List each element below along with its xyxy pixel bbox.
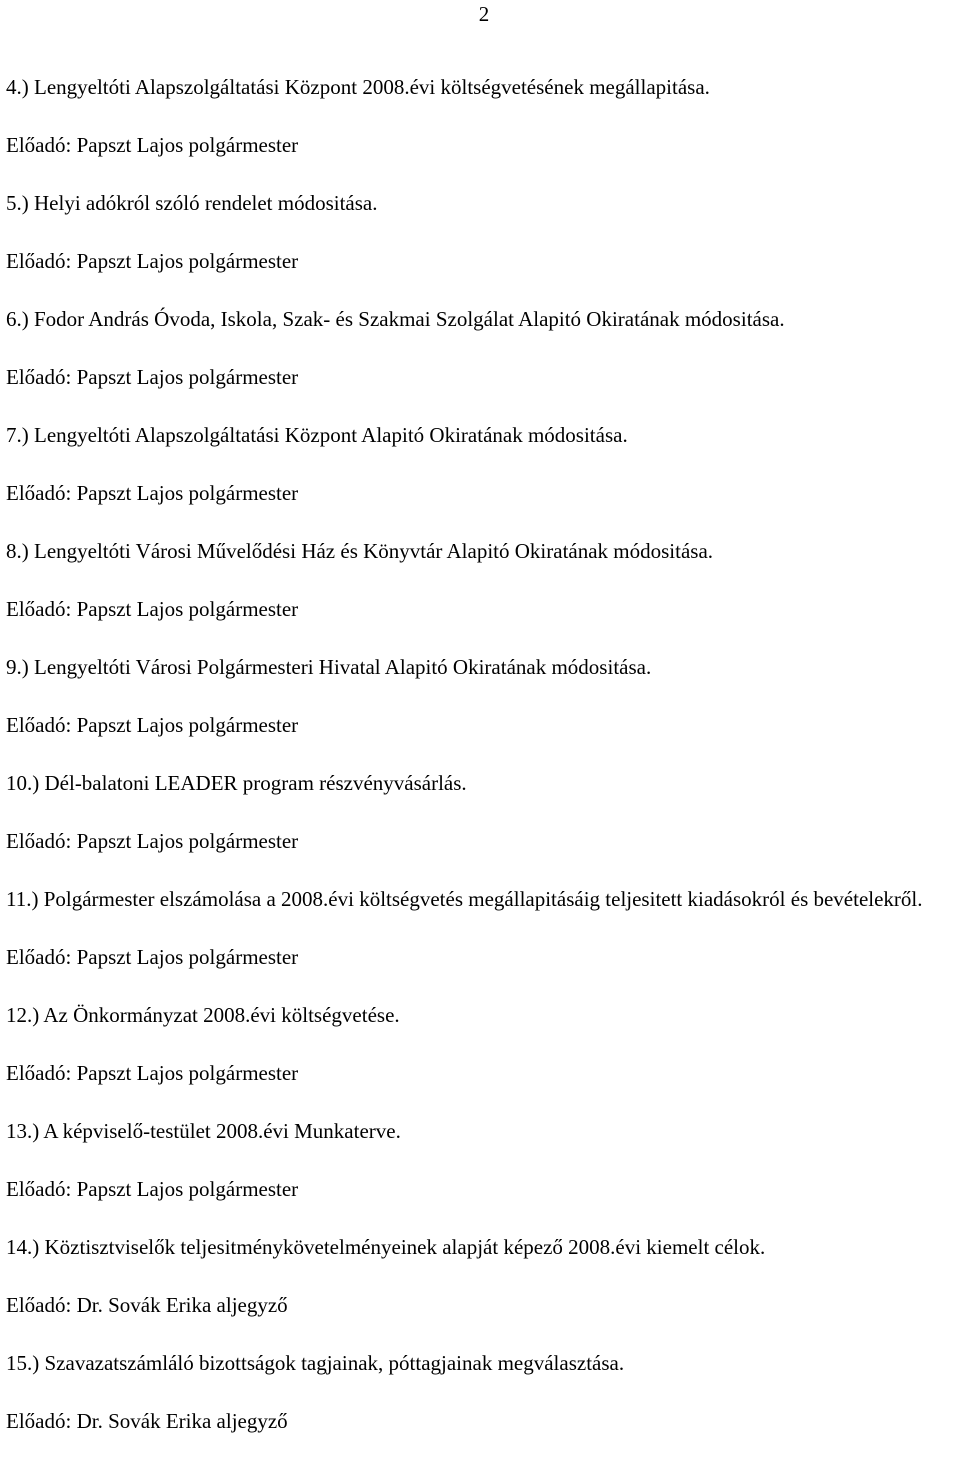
agenda-item-title: 13.) A képviselő-testület 2008.évi Munkaterve.: [6, 1119, 401, 1143]
agenda-item-presenter: Előadó: Papszt Lajos polgármester: [6, 713, 299, 737]
agenda-item-11: [6, 887, 958, 969]
agenda-item-presenter: Előadó: Papszt Lajos polgármester: [6, 945, 299, 969]
agenda-item-presenter: Előadó: Papszt Lajos polgármester: [6, 249, 299, 273]
agenda-item-title: 9.) Lengyeltóti Városi Polgármesteri Hivatal Alapitó Okiratának módositása.: [6, 655, 652, 679]
agenda-item-title: 4.) Lengyeltóti Alapszolgáltatási Központ 2008.évi költségvetésének megállapitása.: [6, 75, 710, 99]
agenda-item-title: 12.) Az Önkormányzat 2008.évi költségvetése.: [6, 1003, 400, 1027]
agenda-item-14: [6, 1235, 958, 1317]
agenda-item-presenter: Előadó: Papszt Lajos polgármester: [6, 133, 299, 157]
agenda-item-4: [6, 75, 958, 157]
agenda-item-10: [6, 771, 958, 853]
agenda-item-presenter: Előadó: Dr. Sovák Erika aljegyző: [6, 1409, 288, 1433]
agenda-item-presenter: Előadó: Papszt Lajos polgármester: [6, 1177, 299, 1201]
agenda-item-title: 7.) Lengyeltóti Alapszolgáltatási Központ Alapitó Okiratának módositása.: [6, 423, 628, 447]
agenda-item-title: 11.) Polgármester elszámolása a 2008.évi költségvetés megállapitásáig teljesitett kiadásokról és bevételekről.: [6, 887, 923, 911]
agenda-item-15: [6, 1351, 958, 1433]
agenda-item-presenter: Előadó: Papszt Lajos polgármester: [6, 829, 299, 853]
agenda-item-6: [6, 307, 958, 389]
agenda-item-5: [6, 191, 958, 273]
agenda-item-title: 6.) Fodor András Óvoda, Iskola, Szak- és Szakmai Szolgálat Alapitó Okiratának módositása.: [6, 307, 785, 331]
agenda-item-title: 15.) Szavazatszámláló bizottságok tagjainak, póttagjainak megválasztása.: [6, 1351, 625, 1375]
agenda-item-8: [6, 539, 958, 621]
agenda-item-title: 5.) Helyi adókról szóló rendelet módositása.: [6, 191, 378, 215]
agenda-item-title: 10.) Dél-balatoni LEADER program részvényvásárlás.: [6, 771, 467, 795]
agenda-item-title: 8.) Lengyeltóti Városi Művelődési Ház és Könyvtár Alapitó Okiratának módositása.: [6, 539, 714, 563]
agenda-item-9: [6, 655, 958, 737]
agenda-item-presenter: Előadó: Papszt Lajos polgármester: [6, 481, 299, 505]
agenda-item-presenter: Előadó: Dr. Sovák Erika aljegyző: [6, 1293, 288, 1317]
agenda-item-12: [6, 1003, 958, 1085]
agenda-item-presenter: Előadó: Papszt Lajos polgármester: [6, 365, 299, 389]
agenda-item-presenter: Előadó: Papszt Lajos polgármester: [6, 597, 299, 621]
agenda-item-7: [6, 423, 958, 505]
page-number: 2: [478, 2, 490, 26]
agenda-item-presenter: Előadó: Papszt Lajos polgármester: [6, 1061, 299, 1085]
agenda-item-title: 14.) Köztisztviselők teljesitménykövetelményeinek alapját képező 2008.évi kiemelt célok.: [6, 1235, 766, 1259]
agenda-item-13: [6, 1119, 958, 1201]
agenda-list: [6, 75, 958, 1467]
